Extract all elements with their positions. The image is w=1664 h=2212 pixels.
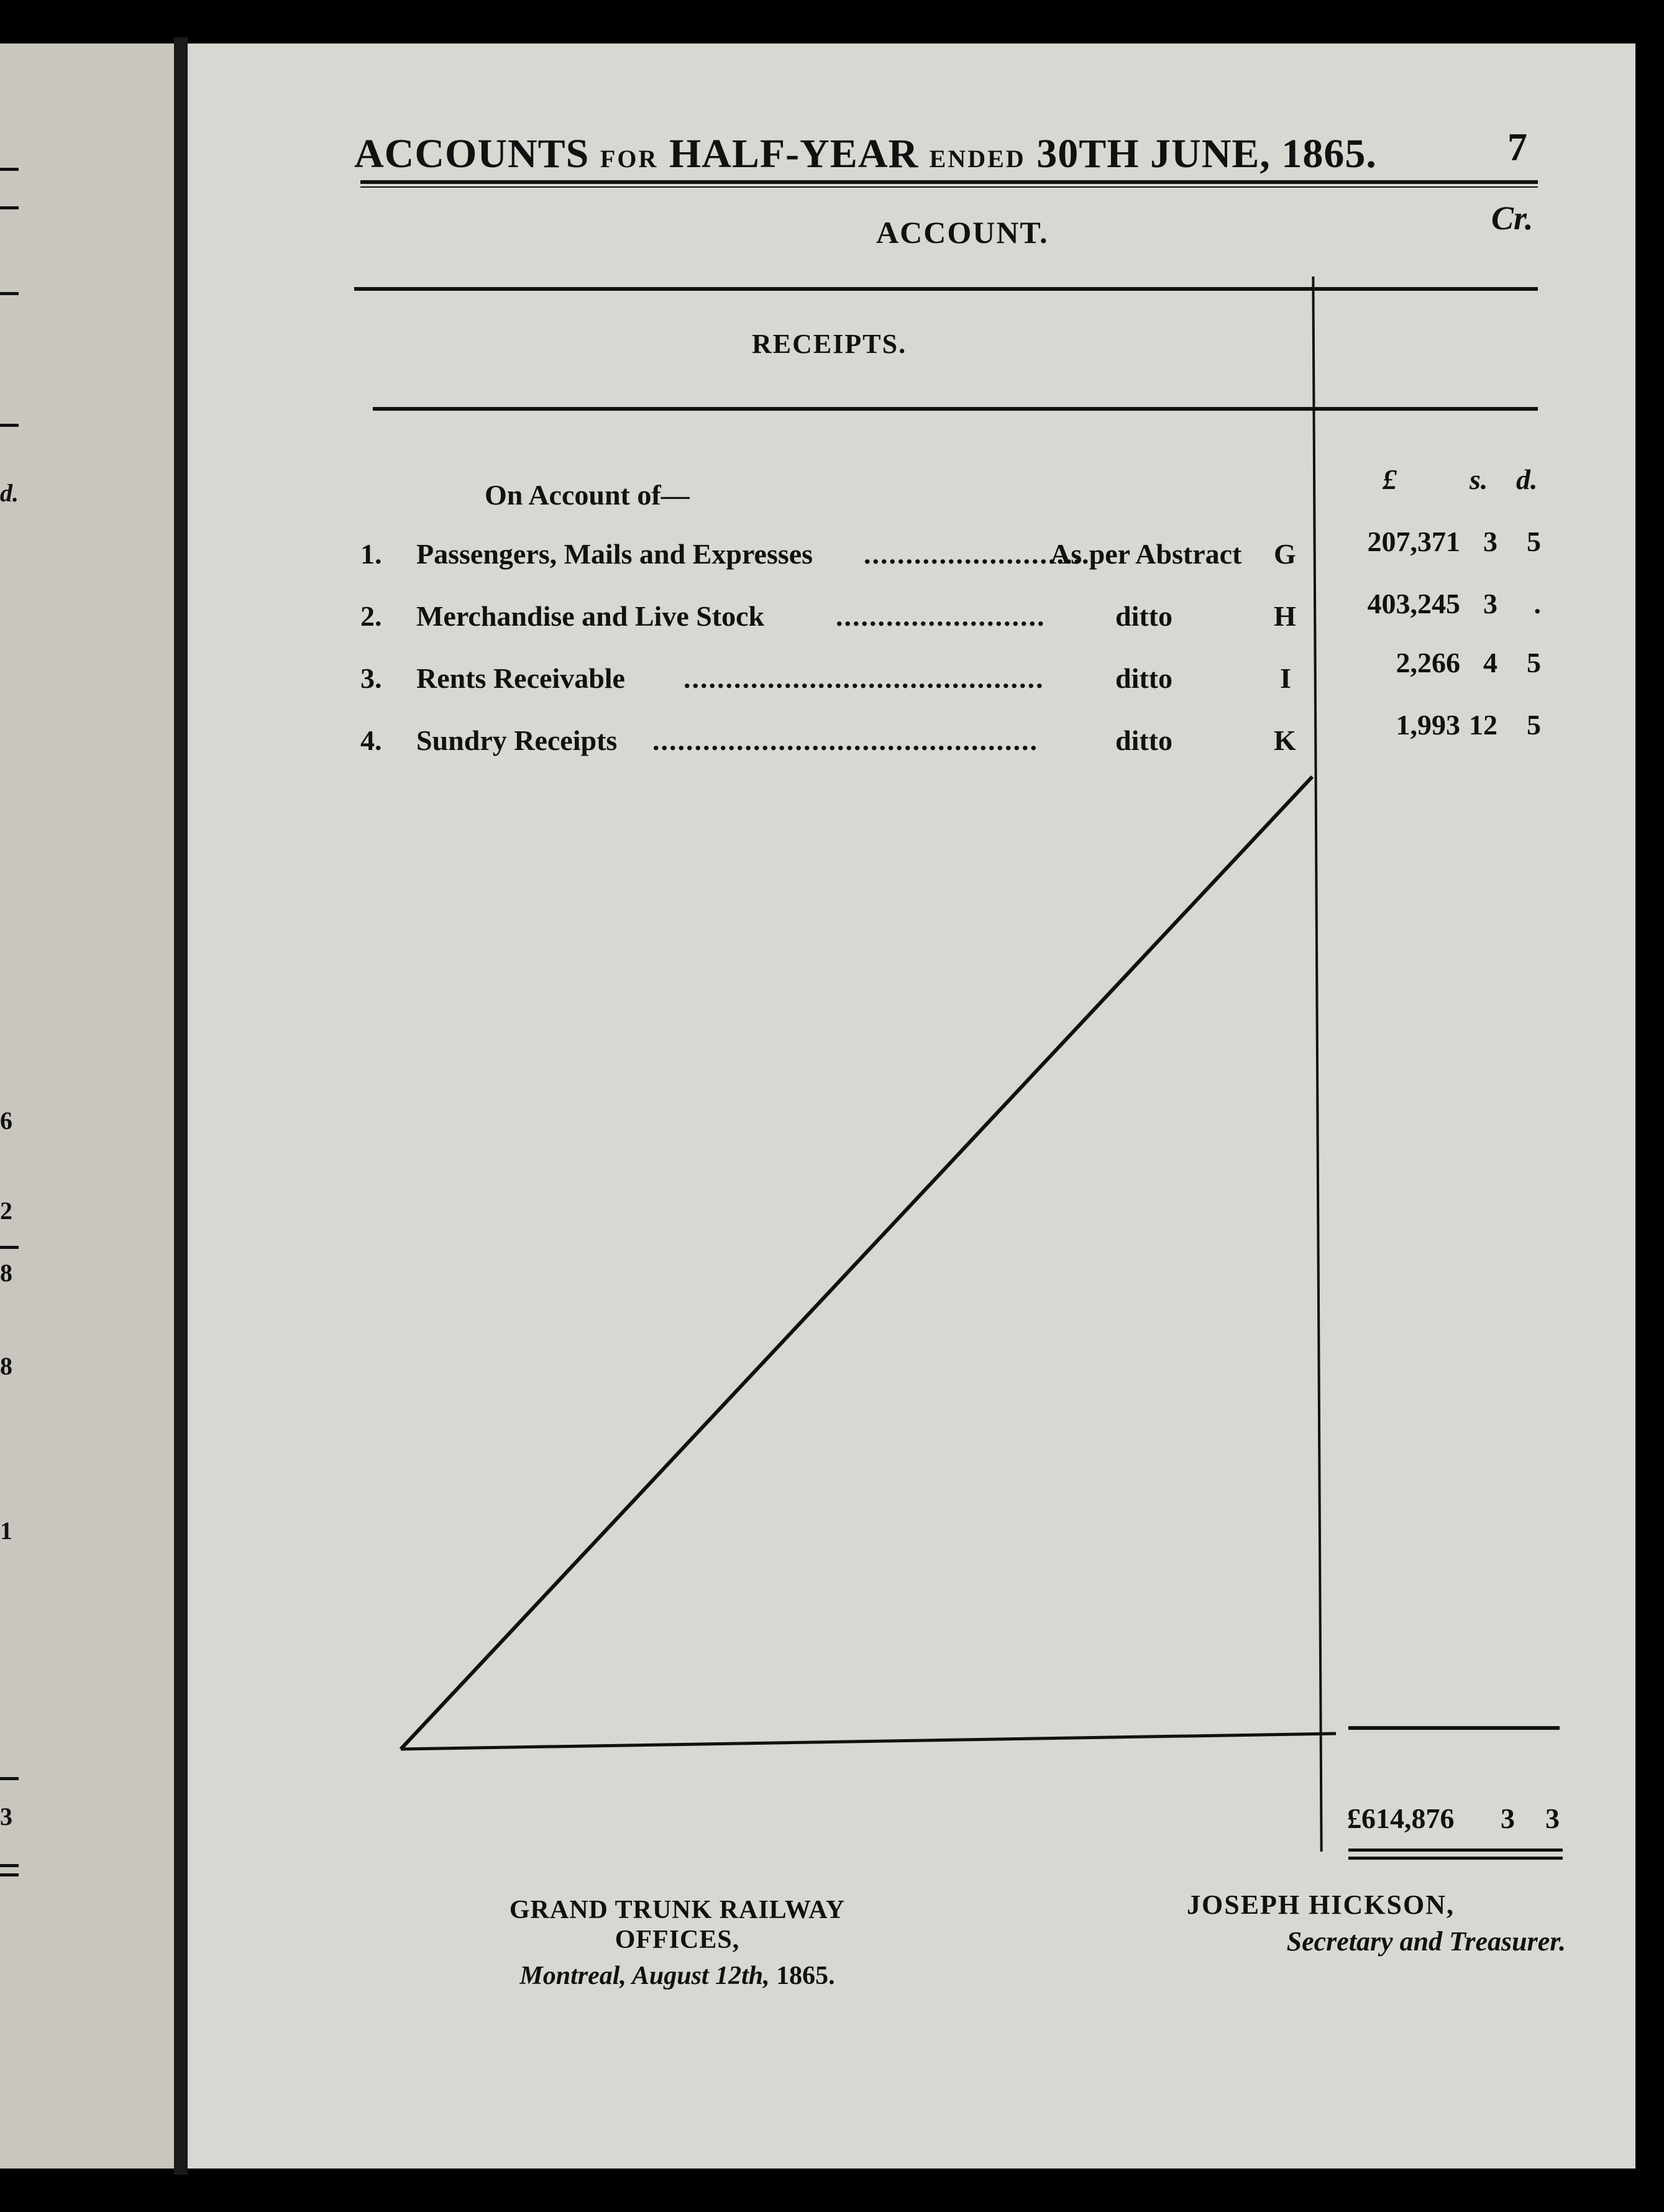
row-label: Passengers, Mails and Expresses [416,538,813,570]
row-pounds: 207,371 [1367,526,1460,557]
total-shillings: 3 [1501,1803,1515,1834]
title-ended: ENDED [929,145,1026,173]
signatory-title: Secretary and Treasurer. [1286,1926,1566,1957]
row-pence: 5 [1527,526,1541,557]
row-reference: As per Abstract [1050,538,1242,570]
row-abstract-letter: K [1274,724,1296,756]
row-pounds: 403,245 [1367,588,1460,619]
left-mark: 8 [0,1352,12,1380]
office-address [472,1895,882,1991]
row-number: 1. [360,538,382,570]
office-place-date [472,1961,882,1991]
office-name: GRAND TRUNK RAILWAY OFFICES, [509,1896,846,1954]
row-label: Rents Receivable [416,662,625,694]
row-leader-dots: .............................................. [652,724,1038,756]
left-mark: d. [0,479,19,507]
left-mark: 2 [0,1197,12,1225]
total-rule-double [1348,1857,1563,1860]
total-pence: 3 [1545,1803,1560,1834]
title-half-year: HALF-YEAR [669,131,919,176]
title-date: 30TH [1036,131,1140,176]
row-abstract-letter: H [1274,600,1296,632]
row-pence: 5 [1527,709,1541,741]
left-mark: 6 [0,1107,12,1135]
pounds-header: £ [1383,464,1397,495]
row-shillings: 3 [1483,526,1497,557]
title-accounts: ACCOUNTS [354,131,590,176]
row-reference: ditto [1115,600,1173,632]
pence-header: d. [1516,464,1538,495]
row-number: 4. [360,724,382,756]
credit-label: Cr. [1491,199,1534,237]
total-rule-top [1348,1726,1560,1730]
receipts-heading: RECEIPTS. [752,329,907,359]
row-label: Sundry Receipts [416,724,618,756]
total-rule-bottom [1348,1849,1563,1852]
account-heading: ACCOUNT. [876,215,1049,250]
left-mark: 3 [0,1803,12,1830]
row-leader-dots: ........................... [864,538,1090,570]
title-for: FOR [600,145,659,173]
left-mark: 8 [0,1259,12,1287]
row-label: Merchandise and Live Stock [416,600,765,632]
on-account-of: On Account of— [485,479,690,511]
row-abstract-letter: I [1280,662,1291,694]
row-number: 2. [360,600,382,632]
signature-block [1181,1889,1566,1957]
row-abstract-letter: G [1274,538,1296,570]
left-mark: 1 [0,1517,12,1545]
row-pounds: 2,266 [1396,647,1460,679]
office-year: 1865. [776,1962,835,1990]
signatory-name: JOSEPH HICKSON, [1187,1890,1455,1920]
row-leader-dots: ......................... [836,600,1046,632]
row-reference: ditto [1115,724,1173,756]
row-shillings: 3 [1483,588,1497,619]
total-pounds: £614,876 [1347,1803,1455,1834]
row-shillings: 12 [1469,709,1497,741]
row-pence: 5 [1527,647,1541,679]
row-number: 3. [360,662,382,694]
shillings-header: s. [1470,464,1488,495]
office-place: Montreal, August 12th, [519,1962,770,1990]
row-reference: ditto [1115,662,1173,694]
row-leader-dots: ........................................... [683,662,1045,694]
title-june: JUNE, 1865. [1150,131,1377,176]
row-pounds: 1,993 [1396,709,1460,741]
page-number: 7 [1507,125,1527,169]
row-pence: . [1534,588,1541,619]
row-shillings: 4 [1483,647,1497,679]
